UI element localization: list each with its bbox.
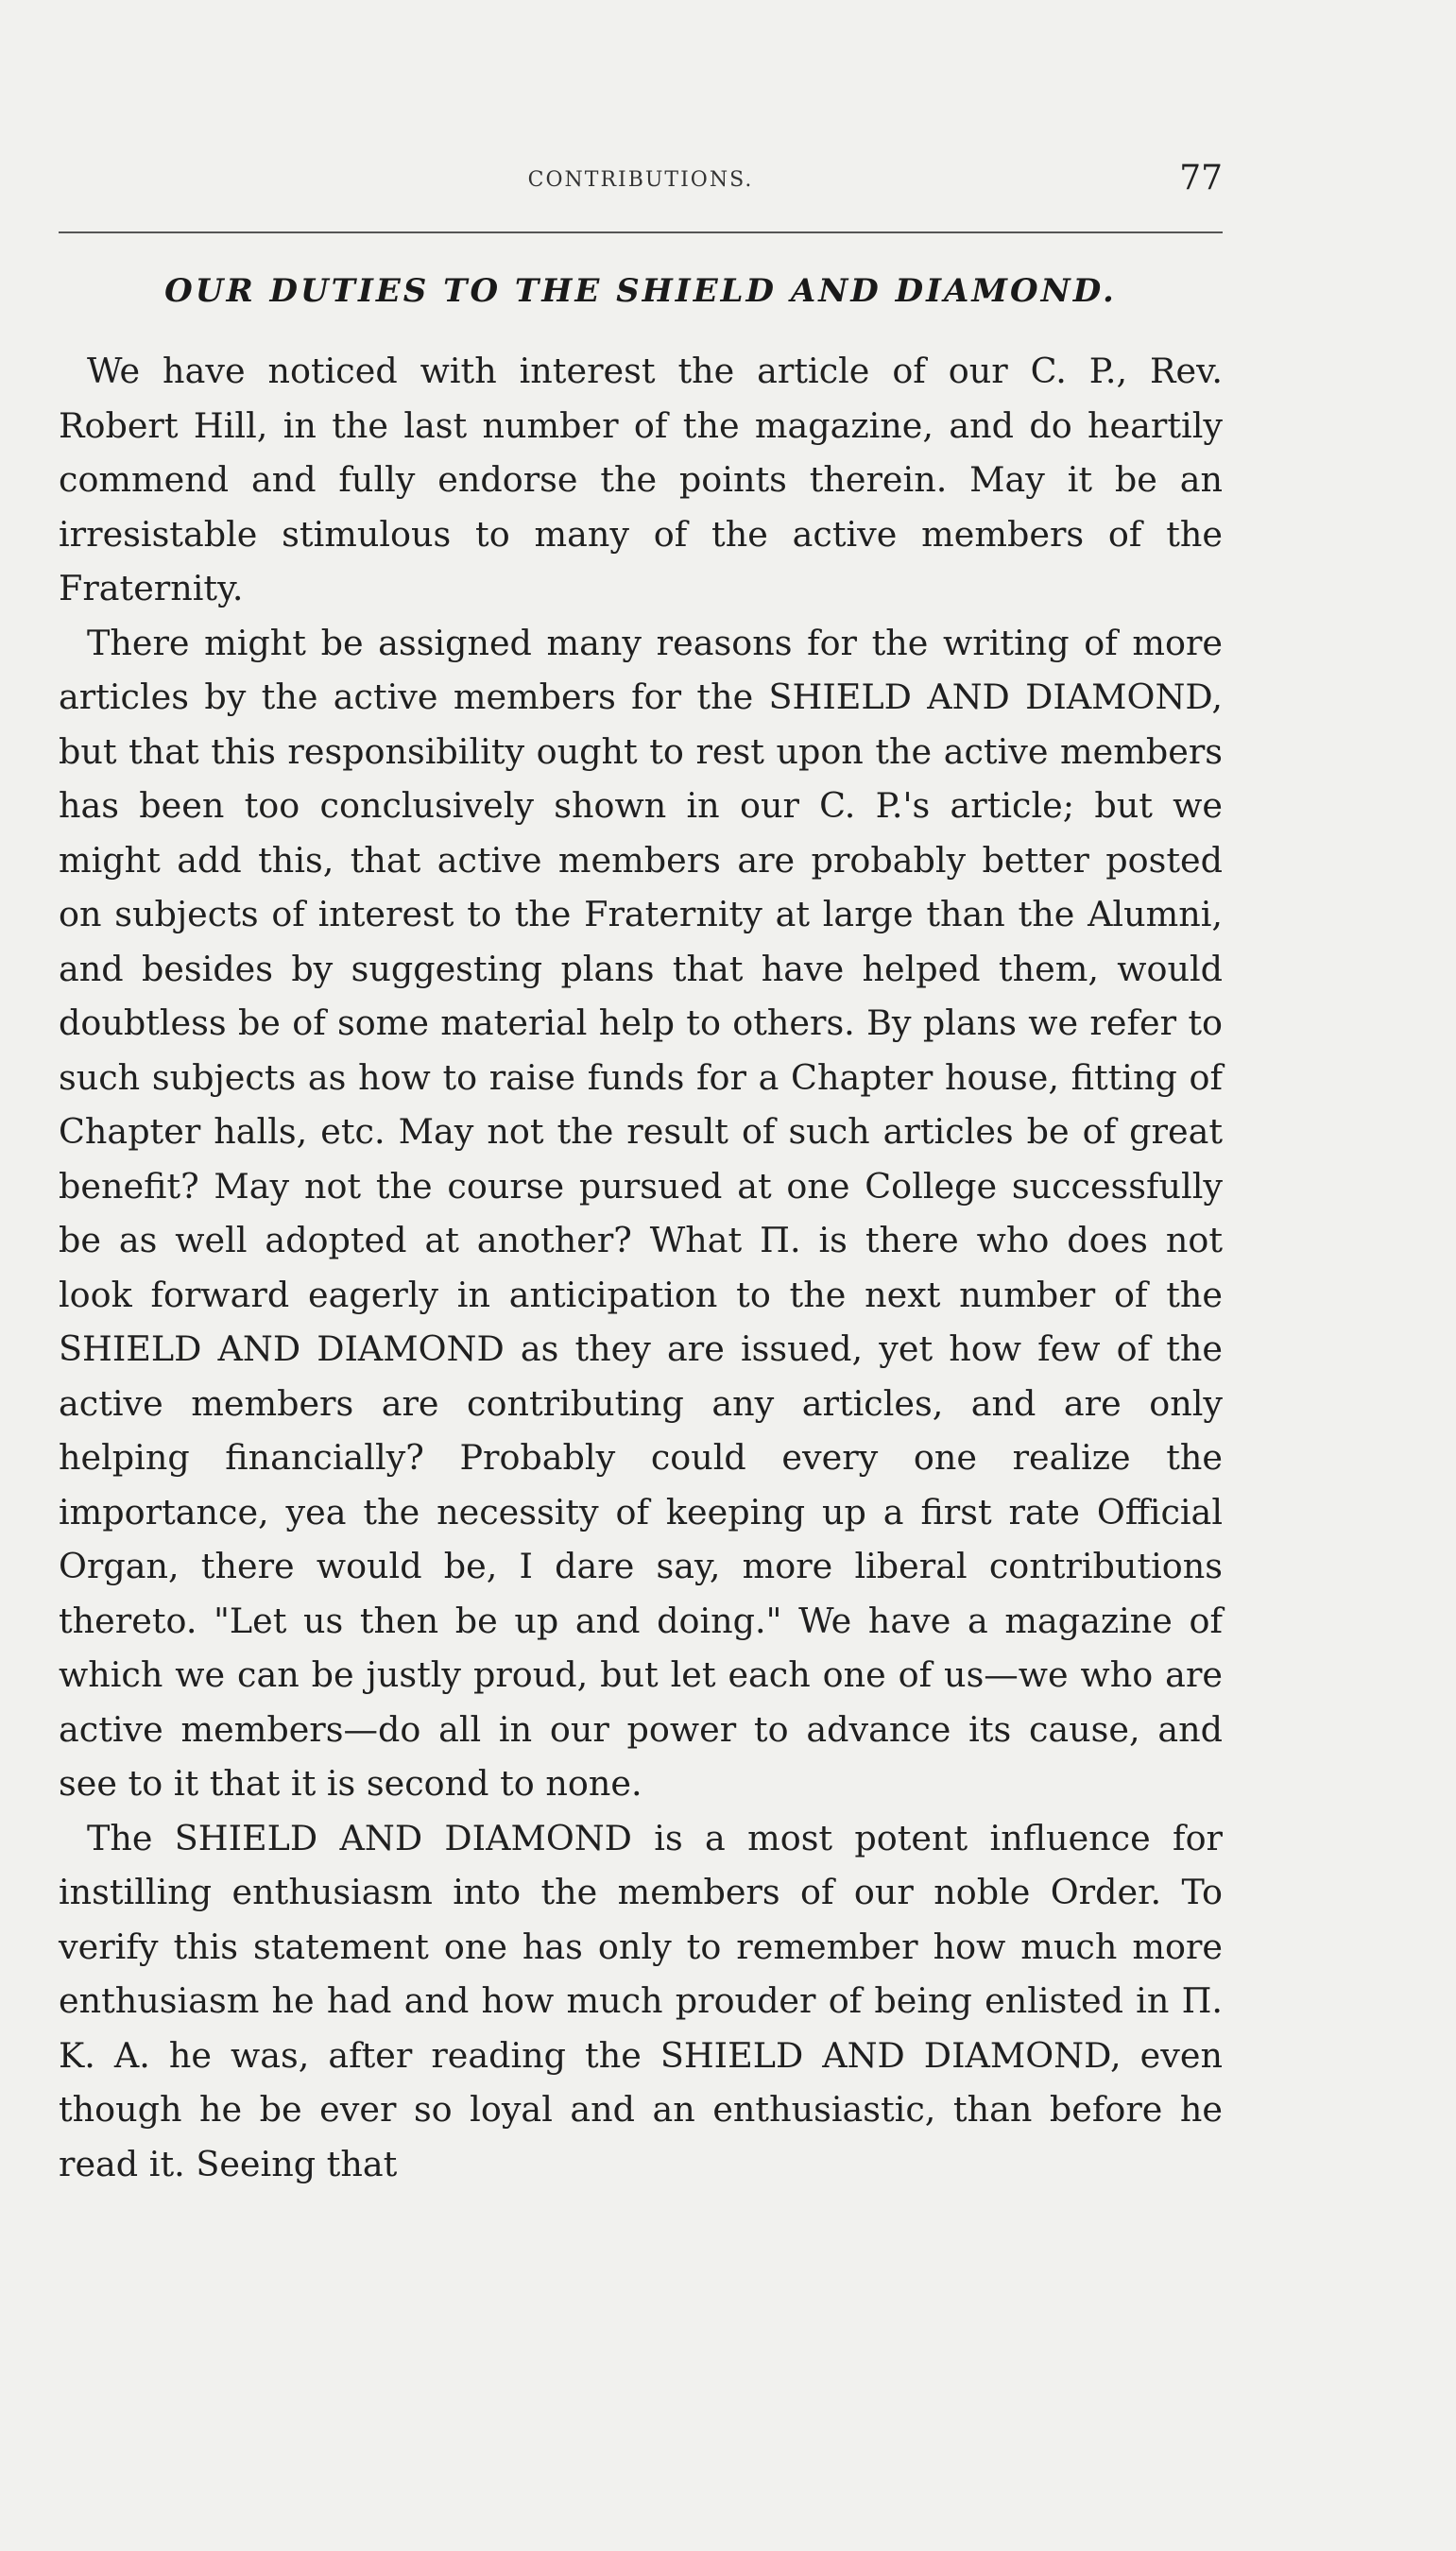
header-rule [59, 231, 1223, 233]
paragraph-1: We have noticed with interest the article of our C. P., Rev. Robert Hill, in the last number of the magazine, and do heartily commend and fully endorse the points therein. May it be an irresistable stimulous to many of the active members of the Fraternity. [59, 351, 1223, 608]
article-title: OUR DUTIES TO THE SHIELD AND DIAMOND. [164, 272, 1117, 310]
article [59, 272, 1223, 2191]
page-number: 77 [1179, 159, 1223, 197]
page-header [59, 159, 1223, 206]
running-head: CONTRIBUTIONS. [527, 168, 754, 192]
paragraph-3: The SHIELD AND DIAMOND is a most potent influence for instilling enthusiasm into the members of our noble Order. To verify this statement one has only to remember how much more enthusiasm he had and how much prouder of being enlisted in Π. K. A. he was, after reading the SHIELD AND DIAMOND, even though he be ever so loyal and an enthusiastic, than before he read it. Seeing that [59, 1817, 1223, 2184]
paragraph-2: There might be assigned many reasons for the writing of more articles by the active members for the SHIELD AND DIAMOND, but that this responsibility ought to rest upon the active members has been too conclusively shown in our C. P.'s article; but we might add this, that active members are probably better posted on subjects of interest to the Fraternity at large than the Alumni, and besides by suggesting plans that have helped them, would doubtless be of some material help to others. By plans we refer to such subjects as how to raise funds for a Chapter house, fitting of Chapter halls, etc. May not the result of such articles be of great benefit? May not the course pursued at one College successfully be as well adopted at another? What Π. is there who does not look forward eagerly in anticipation to the next number of the SHIELD AND DIAMOND as they are issued, yet how few of the active members are contributing any articles, and are only helping financially? Probably could every one realize the importance, yea the necessity of keeping up a first rate Official Organ, there would be, I dare say, more liberal contributions thereto. "Let us then be up and doing." We have a magazine of which we can be justly proud, but let each one of us—we who are active members—do all in our power to advance its cause, and see to it that it is second to none. [59, 622, 1223, 1804]
